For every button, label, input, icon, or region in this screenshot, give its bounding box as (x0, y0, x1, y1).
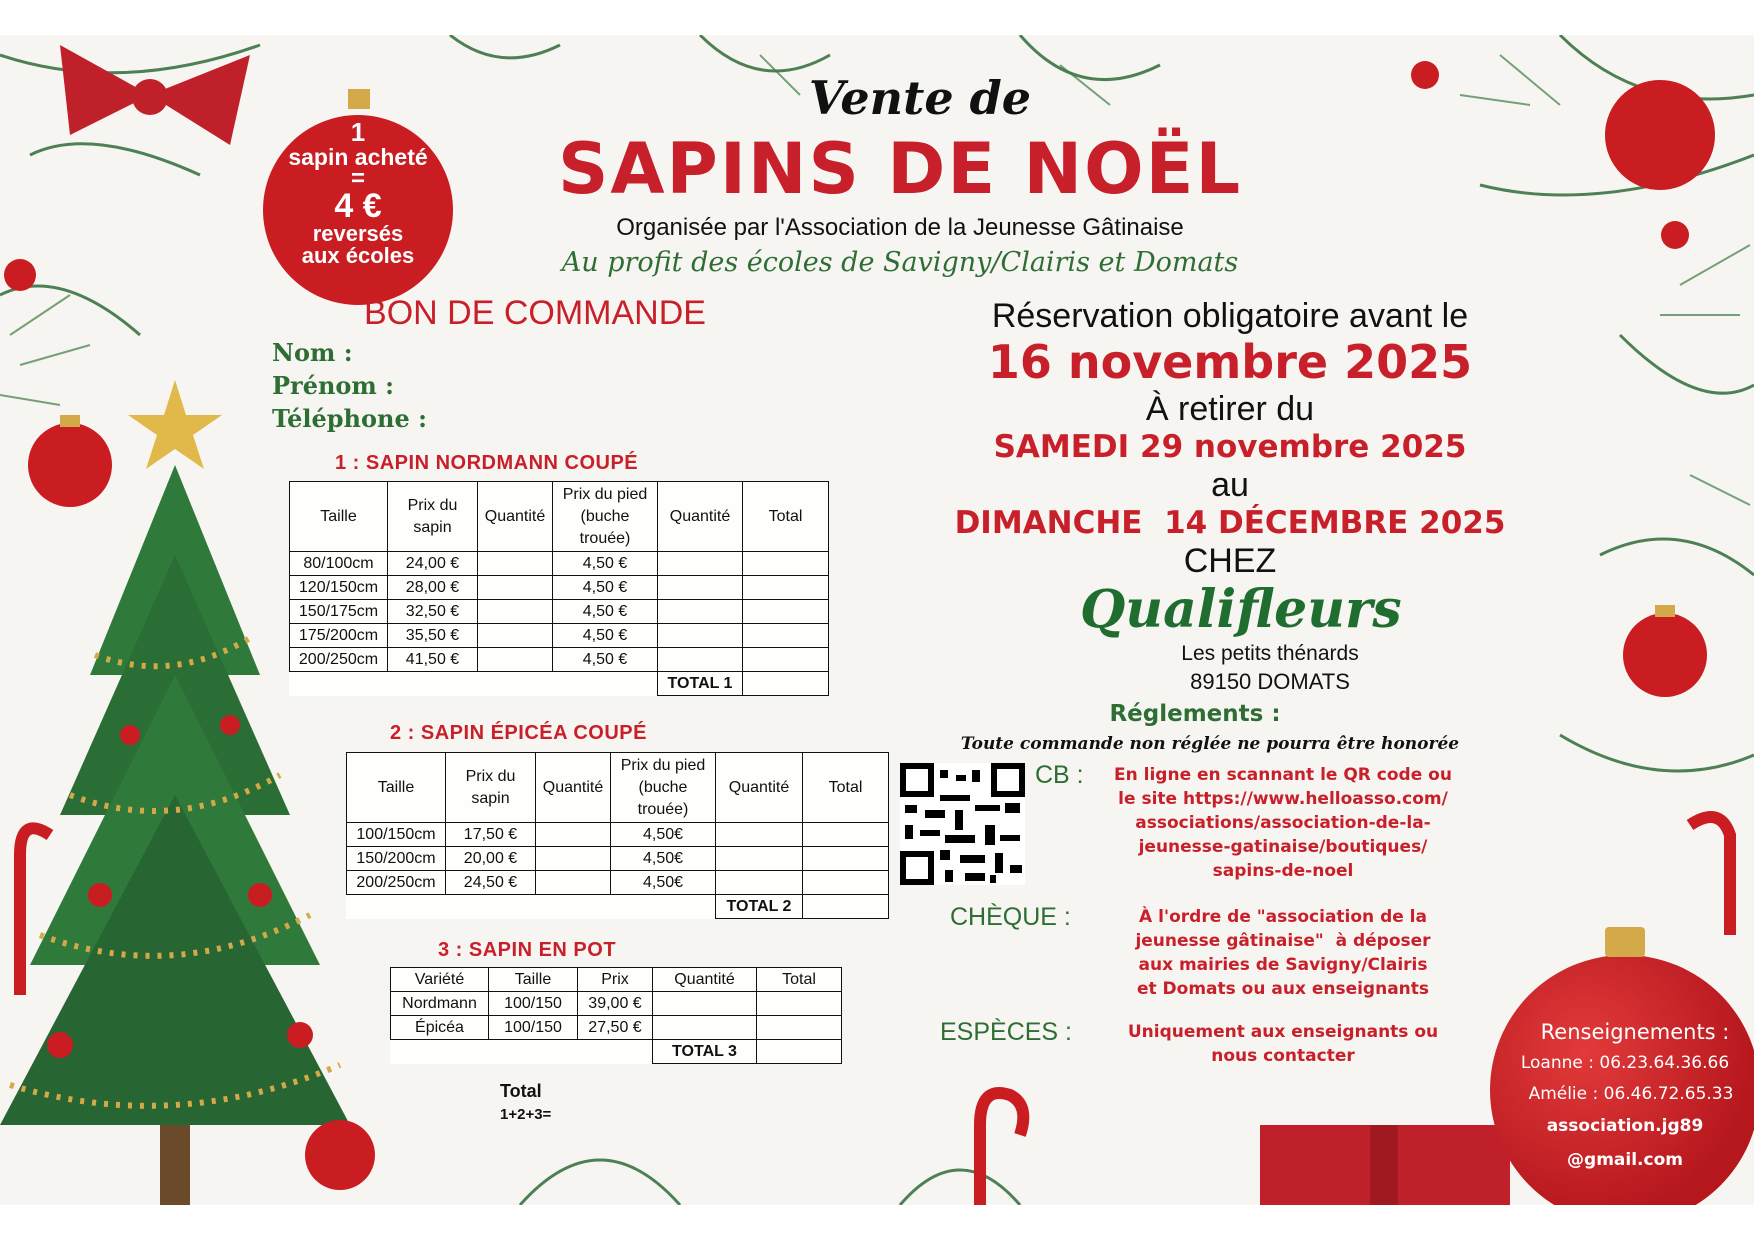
text-line: et Domats ou aux enseignants (1136, 979, 1430, 999)
table-row (290, 552, 829, 576)
pretitle: Vente de (808, 71, 1032, 125)
table-cell: 4,50 € (553, 576, 658, 600)
table-cell: 35,50 € (388, 624, 478, 648)
input-cell[interactable] (716, 823, 803, 847)
cheque-details (1088, 905, 1478, 1001)
contact-title: Renseignements : (1540, 1020, 1730, 1044)
potted-tree-table (390, 967, 842, 1064)
table-cell: 80/100cm (290, 552, 388, 576)
input-cell[interactable] (653, 1016, 757, 1040)
reservation-deadline: 16 novembre 2025 (987, 335, 1473, 389)
column-header: Total (757, 968, 842, 992)
table-cell: 150/200cm (347, 847, 446, 871)
input-cell[interactable] (658, 648, 743, 672)
phone-field-label[interactable]: Téléphone : (272, 404, 427, 433)
table-cell: 17,50 € (446, 823, 536, 847)
input-cell[interactable] (478, 648, 553, 672)
table-cell: 100/150cm (347, 823, 446, 847)
table-header-row (391, 968, 842, 992)
contact-email[interactable]: @gmail.com (1567, 1150, 1683, 1170)
table-cell: 4,50 € (553, 552, 658, 576)
qr-code (900, 763, 1025, 885)
column-header: Prix du sapin (446, 753, 536, 823)
input-cell[interactable] (803, 847, 889, 871)
contact-email[interactable]: association.jg89 (1546, 1116, 1704, 1136)
contact-ornament (1490, 955, 1754, 1205)
table-cell: 4,50€ (611, 871, 716, 895)
order-form-title: BON DE COMMANDE (364, 294, 706, 332)
section-title: 2 : SAPIN ÉPICÉA COUPÉ (390, 722, 647, 744)
gift-box (1260, 1125, 1510, 1205)
input-cell[interactable] (536, 871, 611, 895)
cash-details (1088, 1020, 1478, 1068)
table-cell: 28,00 € (388, 576, 478, 600)
pickup-end-date: DIMANCHE 14 DÉCEMBRE 2025 (954, 505, 1506, 541)
epicea-table (346, 752, 889, 919)
column-header: Prix du pied (buche trouée) (553, 482, 658, 552)
grand-total-formula: 1+2+3= (500, 1106, 552, 1123)
column-header: Quantité (653, 968, 757, 992)
reservation-intro: Réservation obligatoire avant le (991, 297, 1469, 335)
table-cell: 200/250cm (290, 648, 388, 672)
input-cell[interactable] (716, 871, 803, 895)
badge-line: reversés (312, 221, 404, 246)
firstname-field-label[interactable]: Prénom : (272, 371, 395, 400)
beneficiary: Au profit des écoles de Savigny/Clairis et Domats (561, 247, 1239, 278)
input-cell[interactable] (743, 552, 829, 576)
input-cell[interactable] (653, 992, 757, 1016)
text-line[interactable]: sapins-de-noel (1212, 861, 1354, 881)
badge-line: aux écoles (301, 243, 415, 268)
input-cell[interactable] (716, 847, 803, 871)
table-cell: 120/150cm (290, 576, 388, 600)
column-header: Taille (347, 753, 446, 823)
input-cell[interactable] (803, 823, 889, 847)
pickup-to-label: au (1211, 466, 1249, 504)
cb-label: CB : (1035, 761, 1084, 789)
organizer: Organisée par l'Association de la Jeunesse Gâtinaise (616, 214, 1184, 241)
table-header-row (347, 753, 889, 823)
input-cell[interactable] (658, 624, 743, 648)
table-row (290, 648, 829, 672)
payment-title: Réglements : (1109, 701, 1281, 727)
table-cell: 39,00 € (578, 992, 653, 1016)
input-cell[interactable] (478, 624, 553, 648)
column-header: Taille (489, 968, 578, 992)
payment-warning: Toute commande non réglée ne pourra être honorée (960, 734, 1460, 754)
cb-details (1088, 763, 1478, 883)
column-header: Quantité (478, 482, 553, 552)
bow-decoration (60, 45, 250, 145)
input-cell[interactable] (658, 552, 743, 576)
text-line[interactable]: associations/association-de-la- (1135, 813, 1431, 833)
input-cell[interactable] (658, 600, 743, 624)
input-cell[interactable] (478, 600, 553, 624)
total-row (347, 895, 889, 919)
cash-label: ESPÈCES : (940, 1018, 1072, 1046)
column-header: Prix du sapin (388, 482, 478, 552)
text-line: aux mairies de Savigny/Clairis (1138, 955, 1428, 975)
text-line: Uniquement aux enseignants ou (1127, 1022, 1439, 1042)
table-header-row (290, 482, 829, 552)
text-line: jeunesse gâtinaise" à déposer (1135, 931, 1431, 951)
section-title: 3 : SAPIN EN POT (438, 939, 617, 961)
column-header: Total (743, 482, 829, 552)
column-header: Prix du pied (buche trouée) (611, 753, 716, 823)
at-label: CHEZ (1183, 542, 1277, 580)
spacer (391, 1040, 653, 1064)
shop-logo: Qualifleurs (1080, 579, 1402, 640)
input-cell[interactable] (803, 871, 889, 895)
pickup-from-label: À retirer du (1145, 390, 1315, 428)
total-input-cell[interactable] (757, 1040, 842, 1064)
table-cell: 100/150 (489, 1016, 578, 1040)
total-input-cell[interactable] (803, 895, 889, 919)
badge-line: sapin acheté (288, 144, 428, 170)
table-row (290, 576, 829, 600)
input-cell[interactable] (478, 552, 553, 576)
column-header: Quantité (536, 753, 611, 823)
table-cell: 100/150 (489, 992, 578, 1016)
badge-line: 1 (350, 117, 366, 147)
table-cell: Nordmann (391, 992, 489, 1016)
total-label: TOTAL 1 (658, 672, 743, 696)
column-header: Variété (391, 968, 489, 992)
input-cell[interactable] (658, 576, 743, 600)
total-input-cell[interactable] (743, 672, 829, 696)
grand-total-label: Total (500, 1081, 542, 1101)
text-line[interactable]: le site https://www.helloasso.com/ (1118, 789, 1448, 809)
input-cell[interactable] (743, 648, 829, 672)
badge-line: 4 € (334, 187, 382, 225)
section-title: 1 : SAPIN NORDMANN COUPÉ (335, 452, 639, 474)
table-cell: 24,00 € (388, 552, 478, 576)
input-cell[interactable] (743, 576, 829, 600)
contact-phone[interactable]: Amélie : 06.46.72.65.33 (1528, 1084, 1734, 1104)
table-cell: Épicéa (391, 1016, 489, 1040)
table-cell: 4,50 € (553, 648, 658, 672)
table-cell: 150/175cm (290, 600, 388, 624)
input-cell[interactable] (536, 847, 611, 871)
table-cell: 32,50 € (388, 600, 478, 624)
table-row (347, 823, 889, 847)
donation-badge (263, 115, 453, 305)
column-header: Taille (290, 482, 388, 552)
table-cell: 41,50 € (388, 648, 478, 672)
table-cell: 4,50 € (553, 600, 658, 624)
contact-phone[interactable]: Loanne : 06.23.64.36.66 (1520, 1053, 1730, 1073)
flyer (0, 35, 1754, 1205)
input-cell[interactable] (478, 576, 553, 600)
table-row (290, 624, 829, 648)
nordmann-table (289, 481, 829, 696)
table-cell: 24,50 € (446, 871, 536, 895)
input-cell[interactable] (743, 600, 829, 624)
total-row (290, 672, 829, 696)
table-cell: 27,50 € (578, 1016, 653, 1040)
text-line: nous contacter (1211, 1046, 1355, 1066)
input-cell[interactable] (757, 1016, 842, 1040)
table-cell: 20,00 € (446, 847, 536, 871)
text-line: En ligne en scannant le QR code ou (1114, 765, 1452, 785)
total-label: TOTAL 2 (716, 895, 803, 919)
total-label: TOTAL 3 (653, 1040, 757, 1064)
table-cell: 200/250cm (347, 871, 446, 895)
spacer (290, 672, 658, 696)
column-header: Quantité (658, 482, 743, 552)
input-cell[interactable] (536, 823, 611, 847)
pickup-start-date: SAMEDI 29 novembre 2025 (993, 429, 1467, 465)
table-row (391, 1016, 842, 1040)
name-field-label[interactable]: Nom : (272, 338, 353, 367)
text-line[interactable]: jeunesse-gatinaise/boutiques/ (1138, 837, 1428, 857)
column-header: Quantité (716, 753, 803, 823)
text-line: À l'ordre de "association de la (1139, 907, 1427, 927)
input-cell[interactable] (757, 992, 842, 1016)
input-cell[interactable] (743, 624, 829, 648)
table-row (290, 600, 829, 624)
total-row (391, 1040, 842, 1064)
cheque-label: CHÈQUE : (950, 903, 1071, 931)
page-title: SAPINS DE NOËL (557, 128, 1243, 210)
table-cell: 175/200cm (290, 624, 388, 648)
shop-address-line1: Les petits thénards (1181, 642, 1359, 665)
table-cell: 4,50€ (611, 823, 716, 847)
table-row (391, 992, 842, 1016)
column-header: Total (803, 753, 889, 823)
column-header: Prix (578, 968, 653, 992)
shop-address-line2: 89150 DOMATS (1190, 669, 1350, 694)
table-row (347, 847, 889, 871)
badge-line: = (350, 165, 365, 192)
table-cell: 4,50 € (553, 624, 658, 648)
spacer (347, 895, 716, 919)
table-row (347, 871, 889, 895)
table-cell: 4,50€ (611, 847, 716, 871)
